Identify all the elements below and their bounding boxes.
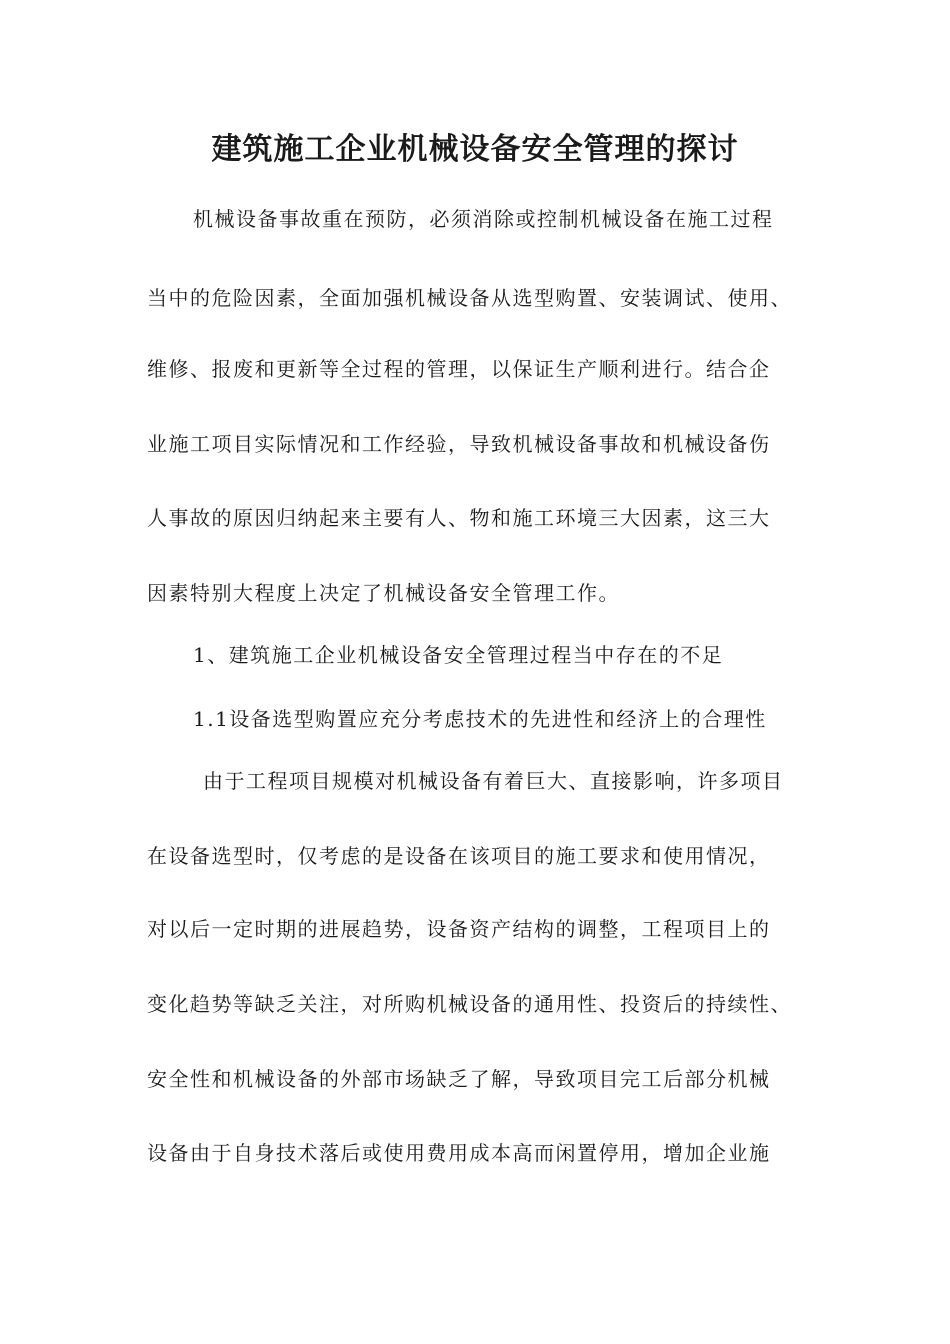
section-heading: 1、建筑施工企业机械设备安全管理过程当中存在的不足	[193, 643, 724, 667]
paragraph-line: 机械设备事故重在预防，必须消除或控制机械设备在施工过程	[193, 207, 774, 231]
paragraph-line: 安全性和机械设备的外部市场缺乏了解，导致项目完工后部分机械	[147, 1067, 771, 1091]
document-title: 建筑施工企业机械设备安全管理的探讨	[211, 132, 739, 167]
paragraph-line: 由于工程项目规模对机械设备有着巨大、直接影响，许多项目	[203, 769, 784, 793]
paragraph-line: 在设备选型时，仅考虑的是设备在该项目的施工要求和使用情况，	[147, 844, 771, 868]
paragraph-line: 对以后一定时期的进展趋势，设备资产结构的调整，工程项目上的	[147, 917, 771, 941]
paragraph-line: 人事故的原因归纳起来主要有人、物和施工环境三大因素，这三大	[147, 506, 771, 530]
paragraph-line: 设备由于自身技术落后或使用费用成本高而闲置停用，增加企业施	[147, 1141, 771, 1165]
paragraph-line: 维修、报废和更新等全过程的管理，以保证生产顺利进行。结合企	[147, 357, 771, 381]
paragraph-line: 因素特别大程度上决定了机械设备安全管理工作。	[147, 581, 620, 605]
paragraph-line: 当中的危险因素，全面加强机械设备从选型购置、安装调试、使用、	[147, 286, 792, 310]
paragraph-line: 业施工项目实际情况和工作经验，导致机械设备事故和机械设备伤	[147, 432, 771, 456]
paragraph-line: 变化趋势等缺乏关注，对所购机械设备的通用性、投资后的持续性、	[147, 992, 792, 1016]
subsection-heading: 1.1设备选型购置应充分考虑技术的先进性和经济上的合理性	[193, 707, 767, 731]
